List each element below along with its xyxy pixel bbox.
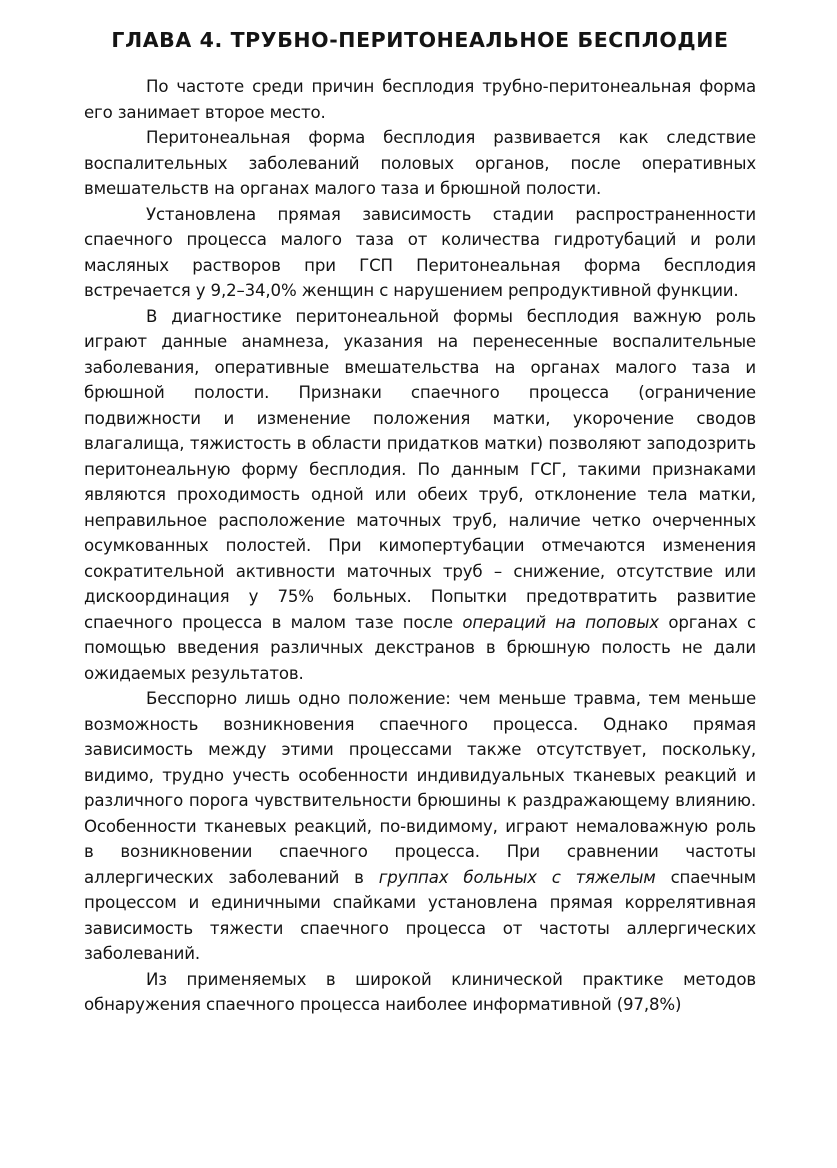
paragraph-text-before: В диагностике перитонеальной формы бесплодия важную роль играют данные анамнеза, указания на перенесенные воспалительные заболевания, оперативные вмешательства на органах малого таза и брюшной полости. Признаки спаечного процесса (ограничение подвижности и изменение положения матки, укорочение сводов влагалища, тяжистость в области придатков матки) позволяют заподозрить перитонеальную форму бесплодия. По данным ГСГ, такими признаками являются проходимость одной или обеих труб, отклонение тела матки, неправильное расположение маточных труб, наличие четко очерченных осумкованных полостей. При кимопертубации отмечаются изменения сократительной активности маточных труб – снижение, отсутствие или дискоординация у 75% больных. Попытки предотвратить развитие спаечного процесса в малом тазе после [84,306,756,632]
paragraph-text-after: органах с помощью введения различных декстранов в брюшную полость не дали ожидаемых результатов. [84,612,756,683]
paragraph-adhesion-dependence [84,202,756,304]
paragraph-text: Перитонеальная форма бесплодия развивается как следствие воспалительных заболеваний половых органов, после оперативных вмешательств на органах малого таза и брюшной полости. [84,128,756,198]
paragraph-diagnostics [84,304,756,687]
book-page [84,26,756,1018]
paragraph-text: Из применяемых в широкой клинической практике методов обнаружения спаечного процесса наиболее информативной (97,8%) [84,969,756,1014]
paragraph-text-before: Бесспорно лишь одно положение: чем меньше травма, тем меньше возможность возникновения спаечного процесса. Однако прямая зависимость между этими процессами также отсутствует, поскольку, видимо, трудно учесть особенности индивидуальных тканевых реакций и различного порога чувствительности брюшины к раздражающему влиянию. Особенности тканевых реакций, по-видимому, играют немаловажную роль в возникновении спаечного процесса. При сравнении частоты аллергических заболеваний в [84,689,756,887]
chapter-title: ГЛАВА 4. ТРУБНО-ПЕРИТОНЕАЛЬНОЕ БЕСПЛОДИЕ [111,28,729,52]
paragraph-text-after: спаечным процессом и единичными спайками установлена прямая коррелятивная зависимость тяжести спаечного процесса от частоты аллергических заболеваний. [84,867,756,963]
italic-phrase: операций на поповых [462,612,659,632]
paragraph-text: Установлена прямая зависимость стадии распространенности спаечного процесса малого таза от количества гидротубаций и роли масляных растворов при ГСП Перитонеальная форма бесплодия встречается у 9,2–34,0% женщин с нарушением репродуктивной функции. [84,204,756,300]
paragraph-text: По частоте среди причин бесплодия трубно-перитонеальная форма его занимает второе место. [84,77,756,122]
italic-phrase: группах больных с тяжелым [378,867,656,887]
paragraph-detection-methods [84,967,756,1018]
paragraph-tubal-frequency [84,74,756,125]
paragraph-peritoneal-causes [84,125,756,202]
paragraph-tissue-reactions [84,686,756,967]
